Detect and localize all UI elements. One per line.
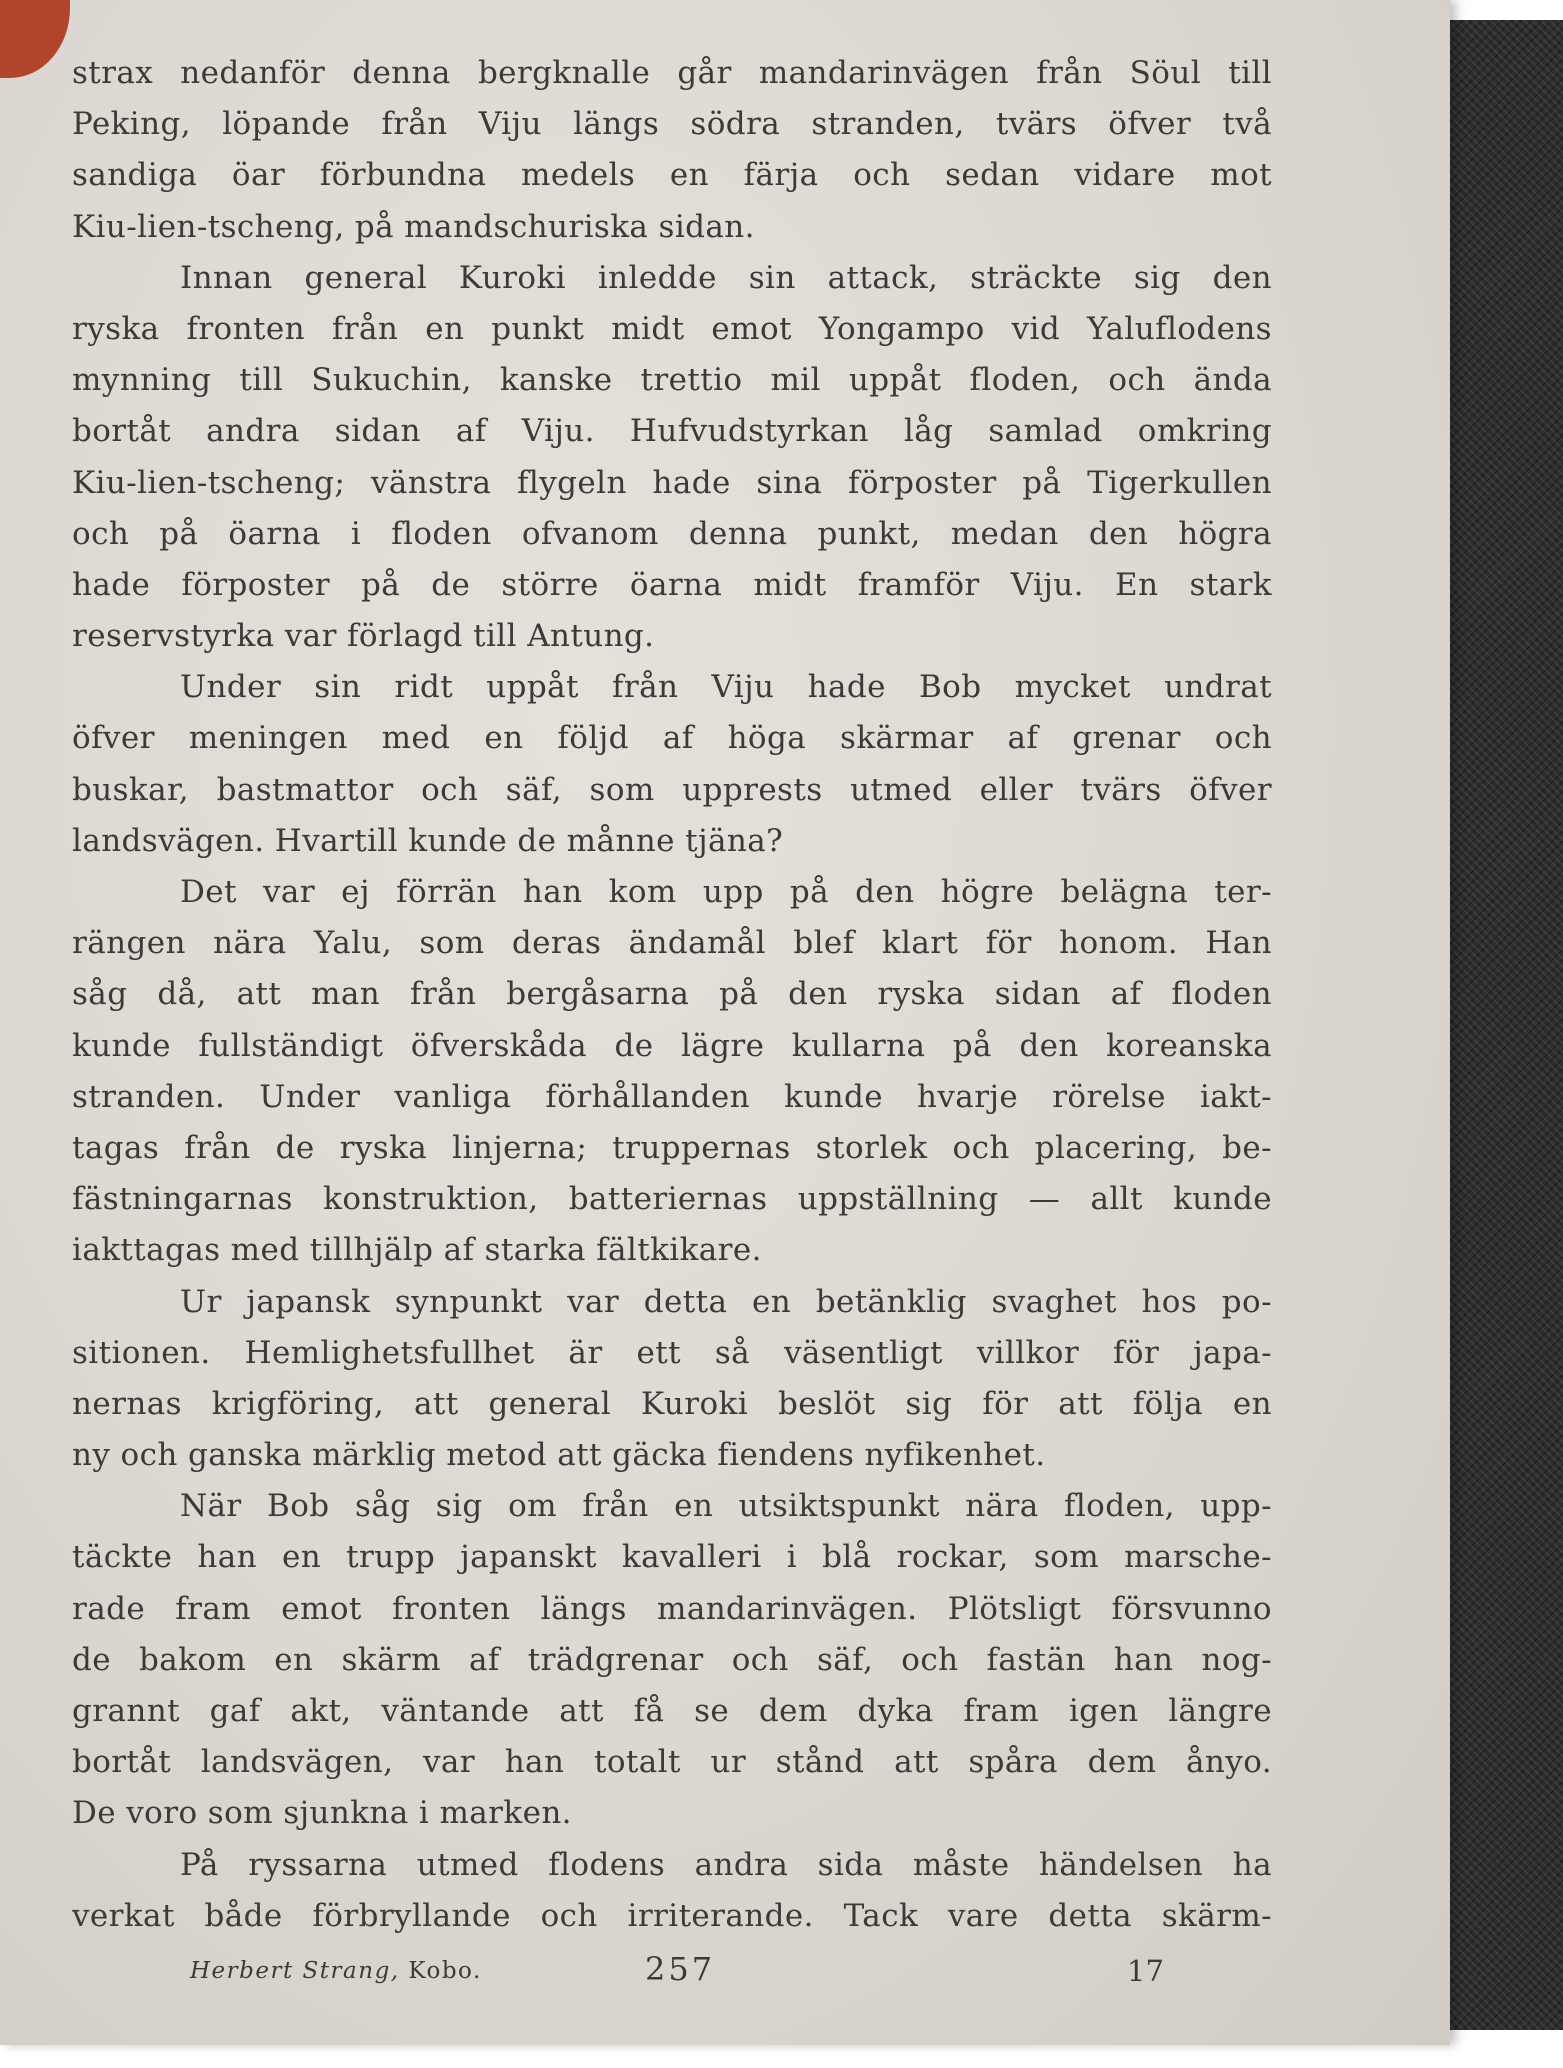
printer-signature <box>190 1958 482 1984</box>
text-line: buskar, bastmattor och säf, som upprests utmed eller tvärs öfver <box>72 771 1272 808</box>
sheet-number: 17 <box>1127 1954 1164 1988</box>
text-line: Kiu-lien-tscheng, på mandschuriska sidan. <box>72 208 755 245</box>
text-line: strax nedanför denna bergknalle går mandarinvägen från Söul till <box>72 55 1272 91</box>
text-line: rade fram emot fronten längs mandarinvägen. Plötsligt försvunno <box>72 1590 1272 1627</box>
text-line: såg då, att man från bergåsarna på den ryska sidan af floden <box>72 976 1272 1013</box>
body-text <box>72 48 1272 1942</box>
text-line: iakttagas med tillhjälp af starka fältkikare. <box>72 1232 762 1269</box>
text-line: sitionen. Hemlighetsfullhet är ett så väsentligt villkor för japa- <box>72 1334 1272 1371</box>
signature-title: Kobo. <box>408 1958 482 1984</box>
text-line: bortåt landsvägen, var han totalt ur stånd att spåra dem ånyo. <box>72 1744 1272 1781</box>
text-line: reservstyrka var förlagd till Antung. <box>72 618 655 655</box>
text-line: och på öarna i floden ofvanom denna punkt, medan den högra <box>72 515 1272 552</box>
text-line: öfver meningen med en följd af höga skärmar af grenar och <box>72 720 1272 757</box>
text-line: När Bob såg sig om från en utsiktspunkt nära floden, upp- <box>180 1488 1272 1525</box>
text-line: fästningarnas konstruktion, batteriernas uppställning — allt kunde <box>72 1181 1272 1218</box>
text-line: sandiga öar förbundna medels en färja och sedan vidare mot <box>72 157 1272 194</box>
background-fabric <box>1445 20 1563 2030</box>
text-line: bortåt andra sidan af Viju. Hufvudstyrkan låg samlad omkring <box>72 413 1272 450</box>
text-line: nernas krigföring, att general Kuroki beslöt sig för att följa en <box>72 1385 1272 1422</box>
text-line: ryska fronten från en punkt midt emot Yongampo vid Yaluflodens <box>72 310 1272 347</box>
text-line: tagas från de ryska linjerna; truppernas storlek och placering, be- <box>72 1129 1272 1166</box>
text-line: stranden. Under vanliga förhållanden kunde hvarje rörelse iakt- <box>72 1078 1272 1115</box>
text-line: Det var ej förrän han kom upp på den högre belägna ter- <box>180 874 1272 910</box>
text-line: Innan general Kuroki inledde sin attack, sträckte sig den <box>180 259 1272 296</box>
text-line: kunde fullständigt öfverskåda de lägre kullarna på den koreanska <box>72 1027 1272 1064</box>
text-line: rängen nära Yalu, som deras ändamål blef klart för honom. Han <box>72 925 1272 962</box>
text-line: Under sin ridt uppåt från Viju hade Bob mycket undrat <box>180 669 1272 706</box>
thumb <box>0 0 70 78</box>
text-line: verkat både förbryllande och irriterande. Tack vare detta skärm- <box>72 1897 1272 1934</box>
text-line: ny och ganska märklig metod att gäcka fiendens nyfikenhet. <box>72 1437 1046 1474</box>
text-line: På ryssarna utmed flodens andra sida måste händelsen ha <box>180 1846 1272 1883</box>
text-line: hade förposter på de större öarna midt framför Viju. En stark <box>72 566 1272 603</box>
text-line: mynning till Sukuchin, kanske trettio mil uppåt floden, och ända <box>72 362 1272 399</box>
text-line: de bakom en skärm af trädgrenar och säf, och fastän han nog- <box>72 1641 1272 1678</box>
text-line: Ur japansk synpunkt var detta en betänklig svaghet hos po- <box>180 1283 1272 1320</box>
text-line: Peking, löpande från Viju längs södra stranden, tvärs öfver två <box>72 106 1272 143</box>
text-line: Kiu-lien-tscheng; vänstra flygeln hade sina förposter på Tigerkullen <box>72 464 1272 501</box>
page-number: 257 <box>645 1950 716 1988</box>
text-line: De voro som sjunkna i marken. <box>72 1795 572 1832</box>
text-line: landsvägen. Hvartill kunde de månne tjäna? <box>72 822 784 859</box>
text-line: täckte han en trupp japanskt kavalleri i blå rockar, som marsche- <box>72 1539 1272 1576</box>
text-line: grannt gaf akt, väntande att få se dem dyka fram igen längre <box>72 1693 1272 1729</box>
page-footer <box>0 1950 1300 1990</box>
signature-author: Herbert Strang, <box>190 1958 400 1984</box>
